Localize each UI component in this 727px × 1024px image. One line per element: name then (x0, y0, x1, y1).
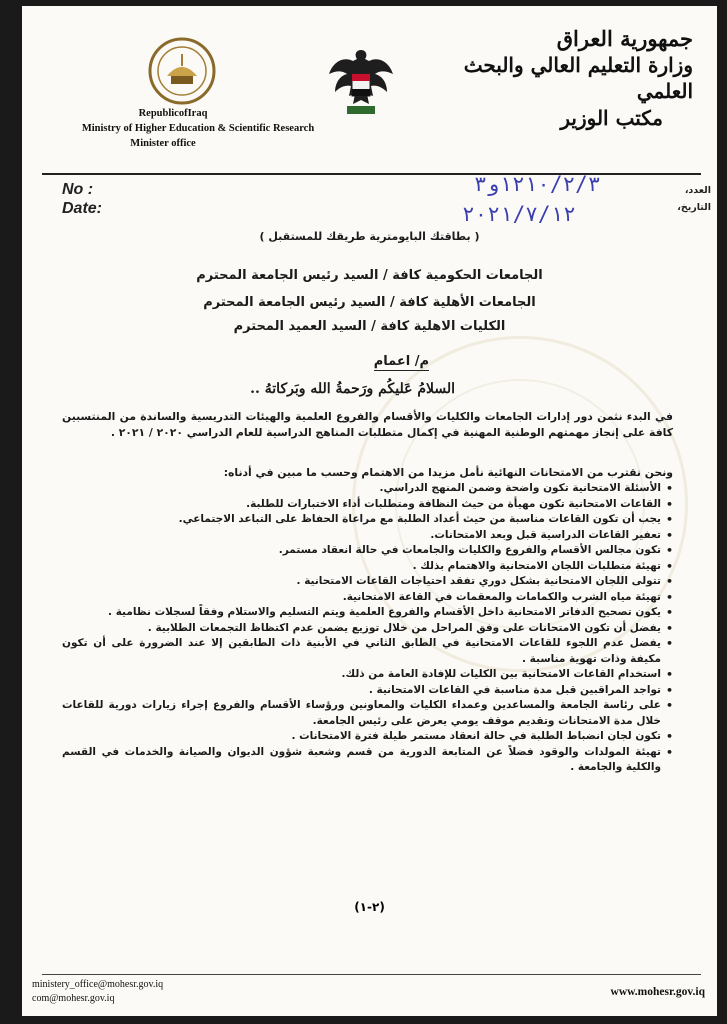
subject: م/ اعمام (373, 354, 429, 369)
university-logo-icon (147, 36, 217, 106)
list-item: • على رئاسة الجامعة والمساعدين وعمداء الكليات والمعاونين ورؤساء الأقسام والفروع إجراء زيارات دورية للقاعات خلال مدة الامتحانات وتقديم موقف يومي يعرض على رئيس الجامعة. (62, 698, 673, 729)
list-item: • تهيئة مياه الشرب والكمامات والمعقمات في القاعة الامتحانية. (62, 590, 673, 606)
list-item: • تتولى اللجان الامتحانية بشكل دوري تفقد احتياجات القاعات الامتحانية . (62, 574, 673, 590)
arabic-header (433, 26, 693, 132)
list-item: • يجب أن تكون القاعات مناسبة من حيث أعداد الطلبة مع مراعاة الحفاظ على التباعد الاجتماعي. (62, 512, 673, 528)
footer-emails (32, 978, 163, 1006)
addressee-line: الجامعات الحكومية كافة / السيد رئيس الجامعة المحترم (196, 268, 543, 283)
footer-email: ministery_office@mohesr.gov.iq (32, 979, 164, 990)
list-item: • القاعات الامتحانية تكون مهيأة من حيث النظافة ومتطلبات أداء الاختبارات للطلبة. (62, 497, 673, 513)
instructions-list (62, 481, 673, 776)
en-office: Minister office (130, 138, 196, 149)
tagline: ( بطاقتك البايومترية طريقك للمستقبل ) (259, 230, 480, 243)
footer-email: com@mohesr.gov.iq (32, 993, 115, 1004)
list-item: • الأسئلة الامتحانية تكون واضحة وضمن المنهج الدراسي. (62, 481, 673, 497)
list-item: • يكون تصحيح الدفاتر الامتحانية داخل الأقسام والفروع العلمية ويتم التسليم والاستلام وفقاً لسجلات نظامية . (62, 605, 673, 621)
date-label: Date: (62, 200, 103, 217)
list-item: • تكون لجان انضباط الطلبة في حالة انعقاد مستمر طيلة فترة الامتحانات . (62, 729, 673, 745)
en-country: RepublicofIraq (138, 108, 208, 119)
footer-divider (42, 974, 701, 975)
letter-page (22, 6, 717, 1016)
list-item: • تهيئة المولدات والوقود فضلاً عن المتابعة الدورية من قسم وشعبة شؤون الديوان والصيانة والخدمات في القسم والكلية والجامعة . (62, 745, 673, 776)
intro-paragraph: في البدء نثمن دور إدارات الجامعات والكليات والأقسام والفروع العلمية والهيئات التدريسية والساندة من المنتسبين كافة على إنجاز مهمتهم الوطنية المهنية في إكمال متطلبات المناهج الدراسية للعام الدراسي ٢٠٢٠ / ٢٠٢١ . (62, 410, 673, 439)
arabic-ref-labels (677, 182, 711, 216)
list-item: • استخدام القاعات الامتحانية بين الكليات للإفادة العامة من ذلك. (62, 667, 673, 683)
addressee-line: الجامعات الأهلية كافة / السيد رئيس الجامعة المحترم (203, 295, 536, 310)
reference-date: ٢٠٢١/٧/١٢ (462, 202, 576, 226)
addressee-line: الكليات الاهلية كافة / السيد العميد المحترم (233, 319, 506, 334)
ar-ministry: وزارة التعليم العالي والبحث العلمي (463, 53, 693, 103)
reference-number: ١٢١٠/٢/٣و٣ (474, 172, 601, 196)
ar-office: مكتب الوزير (560, 106, 663, 130)
list-item: • تهيئة متطلبات اللجان الامتحانية والاهتمام بذلك . (62, 559, 673, 575)
header-divider (42, 173, 701, 175)
footer-website: www.mohesr.gov.iq (610, 986, 705, 998)
ar-no-label: العدد، (684, 185, 711, 196)
ar-date-label: التاريخ، (677, 202, 711, 213)
greeting: السلامُ عَليكُم ورَحمةُ الله وبَركاتهُ .. (250, 381, 455, 397)
list-item: • يفضل عدم اللجوء للقاعات الامتحانية في الطابق الثاني في الأبنية ذات الطابقين إلا عند الضرورة على أن تكون مكيفة وذات تهوية مناسبة . (62, 636, 673, 667)
list-item: • تعفير القاعات الدراسية قبل وبعد الامتحانات. (62, 528, 673, 544)
no-label: No : (62, 181, 94, 198)
lead-paragraph: ونحن نقترب من الامتحانات النهائية نأمل مزيدا من الاهتمام وحسب ما مبين في أدناه: (223, 466, 673, 479)
en-ministry: Ministry of Higher Education & Scientific Research (81, 123, 315, 134)
list-item: • تواجد المراقبين قبل مدة مناسبة في القاعات الامتحانية . (62, 683, 673, 699)
ar-country: جمهورية العراق (556, 26, 693, 51)
list-item: • يفضل أن تكون الامتحانات على وفق المراحل من خلال توزيع يضمن عدم اكتظاظ التجمعات الطلابية . (62, 621, 673, 637)
no-date-labels (62, 180, 102, 218)
page-number: (٢-١) (354, 900, 385, 914)
list-item: • تكون مجالس الأقسام والفروع والكليات والجامعات في حالة انعقاد مستمر. (62, 543, 673, 559)
